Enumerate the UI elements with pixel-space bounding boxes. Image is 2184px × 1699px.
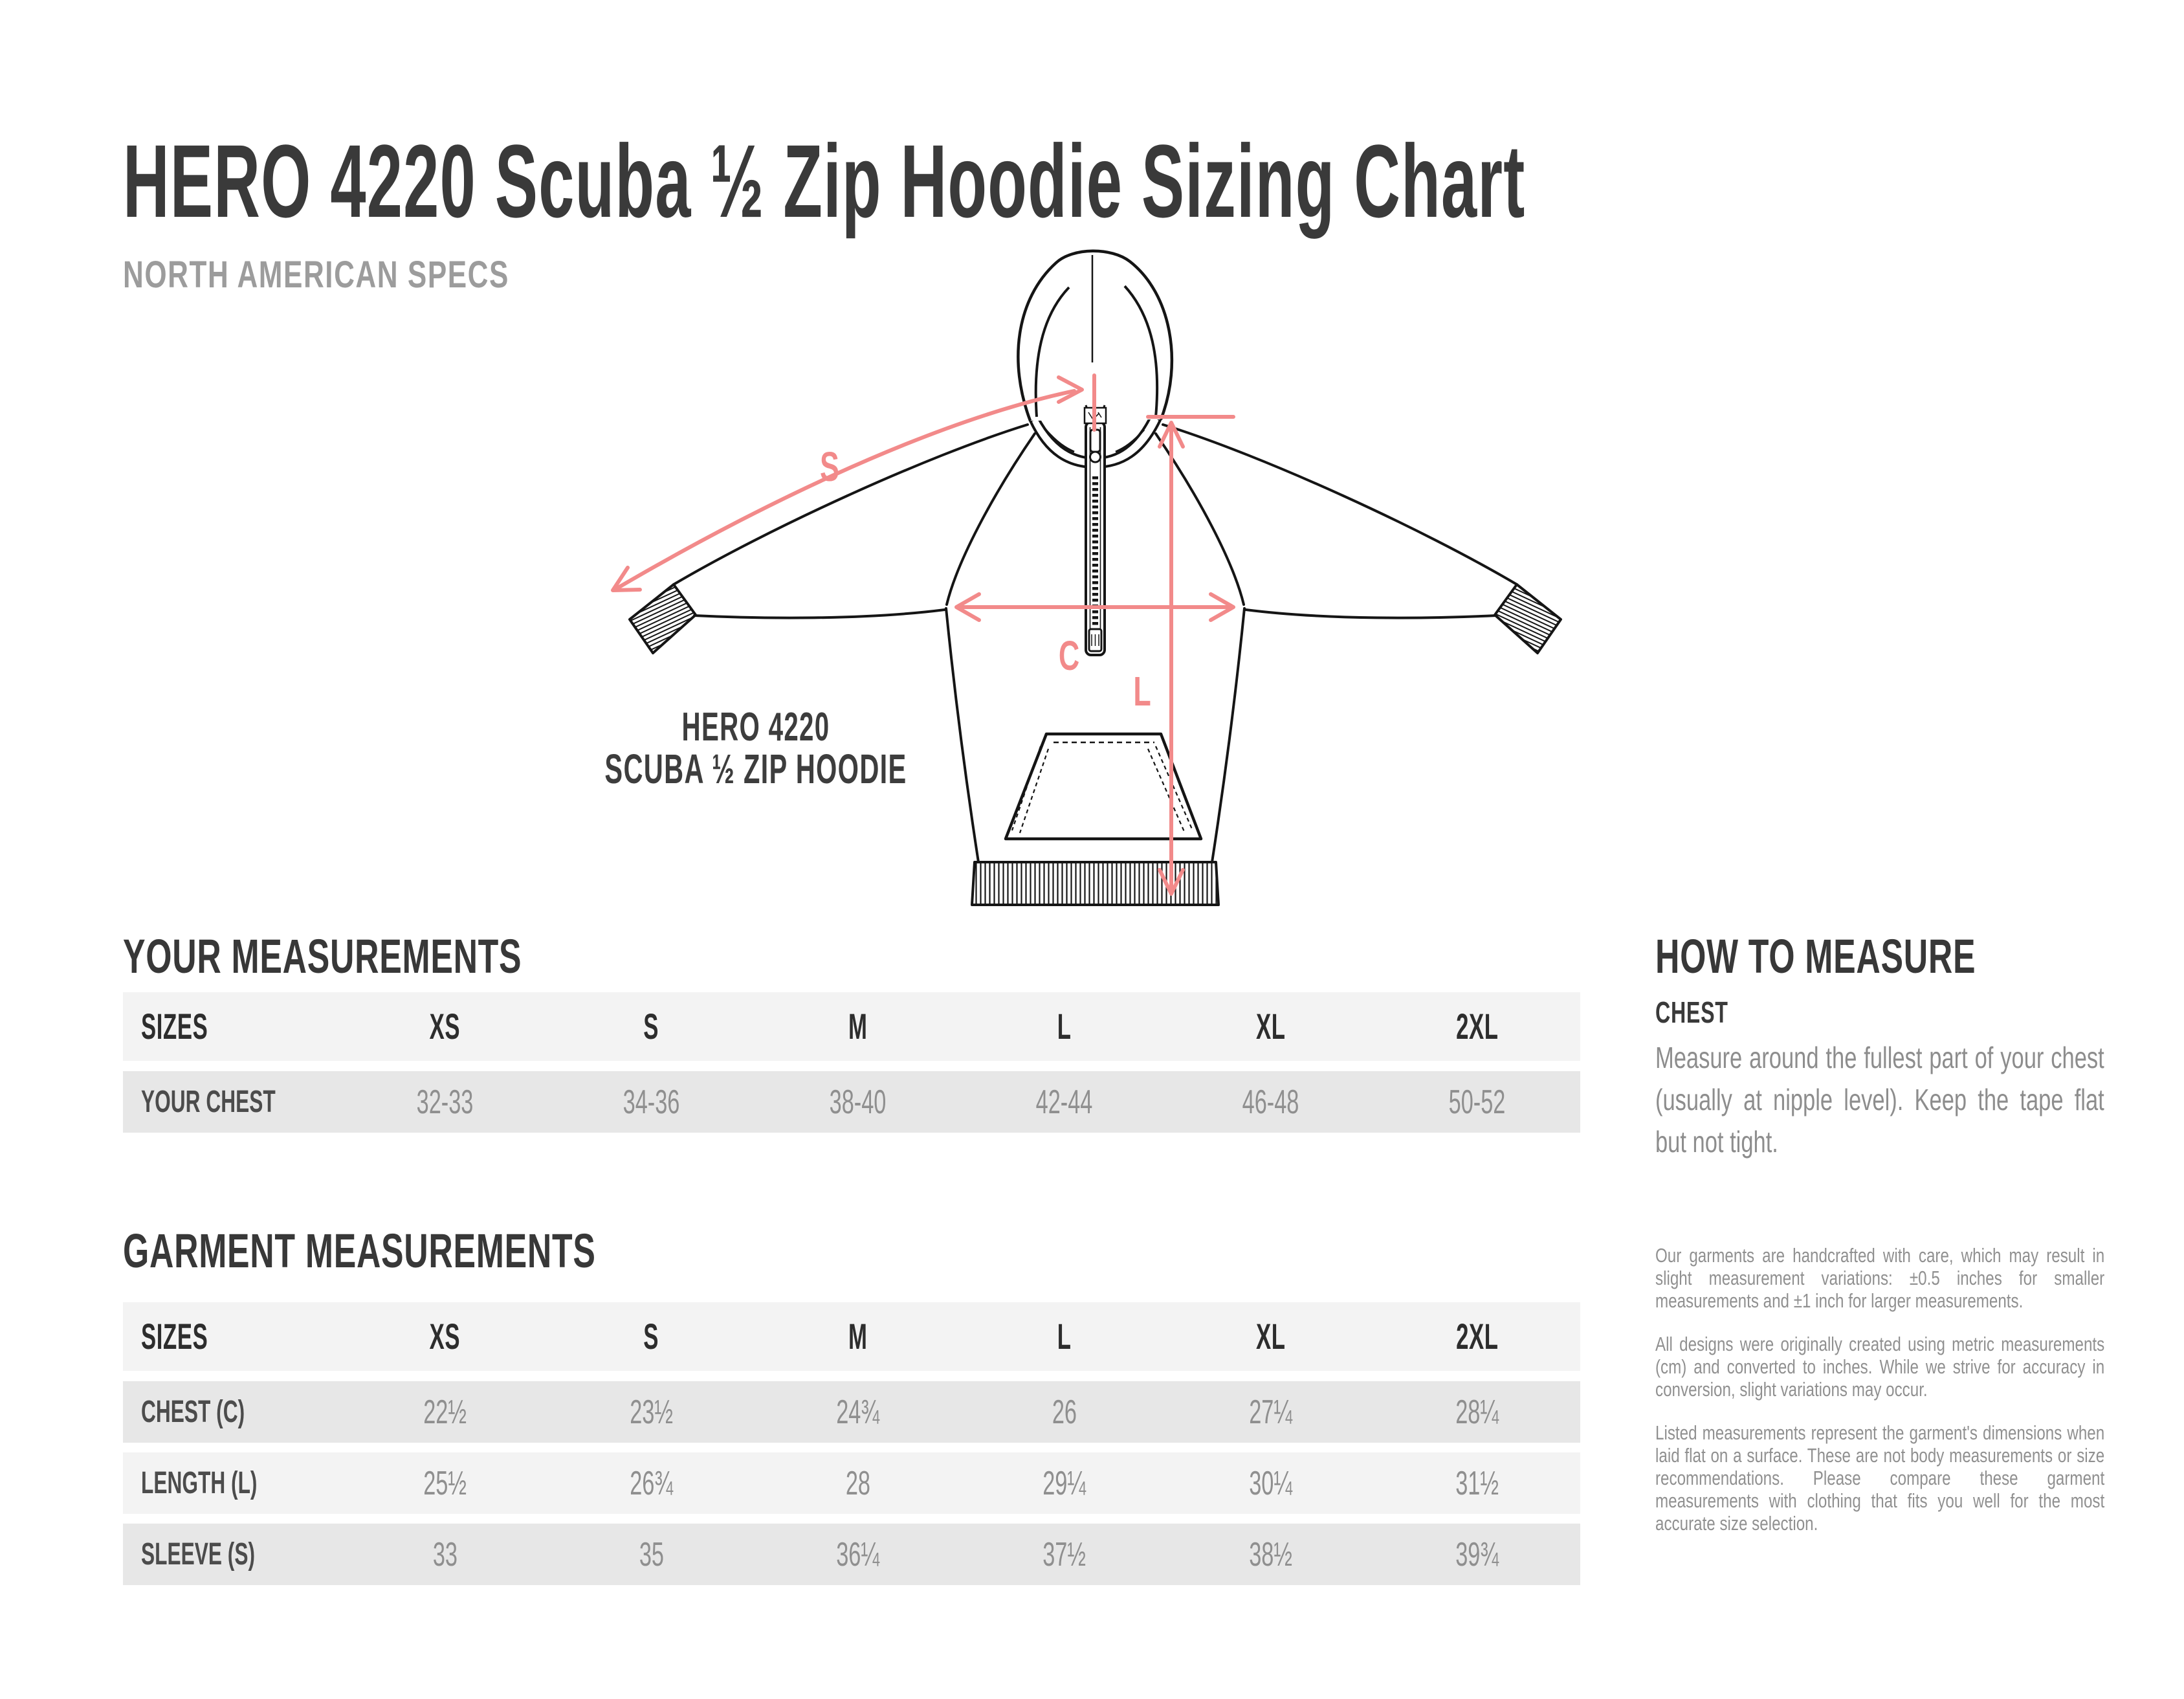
cell-value: 36¼ (836, 1535, 879, 1573)
cell-value: 26¾ (630, 1464, 673, 1502)
cell-value: 28¼ (1455, 1393, 1499, 1431)
table-row (123, 1381, 1580, 1443)
title-block (123, 123, 2184, 239)
cell-value: 27¼ (1249, 1393, 1292, 1431)
hem-ribbing (972, 862, 1219, 905)
note-paragraph: All designs were originally created using metric measurements (cm) and converted to inches. While we strive for accuracy in conversion, slight variations may occur. (1655, 1333, 2105, 1401)
cell-value: 38-40 (829, 1083, 887, 1121)
cell-value: 29¼ (1042, 1464, 1086, 1502)
section-heading: HOW TO MEASURE (1655, 929, 1976, 983)
section-heading: GARMENT MEASUREMENTS (123, 1224, 596, 1278)
cell-value: 37½ (1042, 1535, 1086, 1573)
table-header-row (123, 1302, 1580, 1371)
row-label: SLEEVE (S) (141, 1537, 256, 1571)
section-heading: YOUR MEASUREMENTS (123, 929, 522, 983)
cell-value: 28 (845, 1464, 870, 1502)
cell-value: 26 (1052, 1393, 1077, 1431)
cell-value: 38½ (1249, 1535, 1292, 1573)
column-header: L (1057, 1316, 1072, 1357)
row-label: CHEST (C) (141, 1394, 245, 1429)
column-header: L (1057, 1006, 1072, 1047)
cell-value: 34-36 (623, 1083, 680, 1121)
table-row (123, 1452, 1580, 1514)
half-zipper (1086, 405, 1105, 655)
column-header: SIZES (141, 1316, 208, 1357)
column-header: XS (429, 1316, 461, 1357)
column-header: M (848, 1006, 868, 1047)
cell-value: 22½ (423, 1393, 467, 1431)
column-header: XS (429, 1006, 461, 1047)
column-header: M (848, 1316, 868, 1357)
table-header-row (123, 992, 1580, 1061)
drawing-caption (604, 705, 907, 792)
your-measurements-table (123, 992, 1580, 1142)
column-header: 2XL (1455, 1316, 1499, 1357)
cell-value: 31½ (1455, 1464, 1499, 1502)
sleeve-arrow (618, 391, 1074, 588)
left-cuff (630, 584, 696, 653)
table-row (123, 1524, 1580, 1585)
right-cuff (1495, 584, 1561, 653)
cell-value: 25½ (423, 1464, 467, 1502)
how-to-measure-heading-block (1655, 929, 2113, 983)
table-row (123, 1071, 1580, 1133)
length-label: L (1133, 668, 1151, 715)
page-subtitle: NORTH AMERICAN SPECS (123, 254, 509, 296)
hoodie-illustration (550, 230, 1650, 935)
cell-value: 30¼ (1249, 1464, 1292, 1502)
note-paragraph: Listed measurements represent the garment's dimensions when laid flat on a surface. These are not body measurements or size recommendations. Please compare these garment measurements with clothing that fits you well for the most accurate size selection. (1655, 1421, 2105, 1535)
note-paragraph: Our garments are handcrafted with care, which may result in slight measurement variations: ±0.5 inches for smaller measurements and ±1 inch for larger measurements. (1655, 1244, 2105, 1312)
garment-measurements-heading-block (123, 1224, 799, 1278)
cell-value: 35 (639, 1535, 664, 1573)
sleeve-label: S (820, 443, 839, 490)
cell-value: 23½ (630, 1393, 673, 1431)
caption-line2: SCUBA ½ ZIP HOODIE (604, 746, 907, 793)
your-measurements-heading-block (123, 929, 692, 983)
column-header: 2XL (1455, 1006, 1499, 1047)
column-header: XL (1255, 1006, 1286, 1047)
caption-line1: HERO 4220 (681, 705, 830, 750)
garment-measurements-table (123, 1302, 1580, 1595)
chest-label: C (1058, 632, 1080, 679)
column-header: S (643, 1316, 659, 1357)
cell-value: 33 (432, 1535, 458, 1573)
cell-value: 24¾ (836, 1393, 879, 1431)
column-header: XL (1255, 1316, 1286, 1357)
measurement-notes (1655, 1244, 2104, 1555)
cell-value: 46-48 (1242, 1083, 1299, 1121)
measure-instructions: Measure around the fullest part of your chest (usually at nipple level). Keep the tape flat but not tight. (1655, 1041, 2104, 1159)
cell-value: 39¾ (1455, 1535, 1499, 1573)
column-header: SIZES (141, 1006, 208, 1047)
row-label: YOUR CHEST (141, 1084, 276, 1119)
row-label: LENGTH (L) (141, 1465, 258, 1500)
cell-value: 50-52 (1448, 1083, 1506, 1121)
chest-subheading-block (1655, 997, 1759, 1027)
subsection-heading: CHEST (1655, 995, 1728, 1029)
cell-value: 32-33 (416, 1083, 474, 1121)
page-title: HERO 4220 Scuba ½ Zip Hoodie Sizing Chart (123, 123, 1526, 239)
cell-value: 42-44 (1035, 1083, 1093, 1121)
column-header: S (643, 1006, 659, 1047)
